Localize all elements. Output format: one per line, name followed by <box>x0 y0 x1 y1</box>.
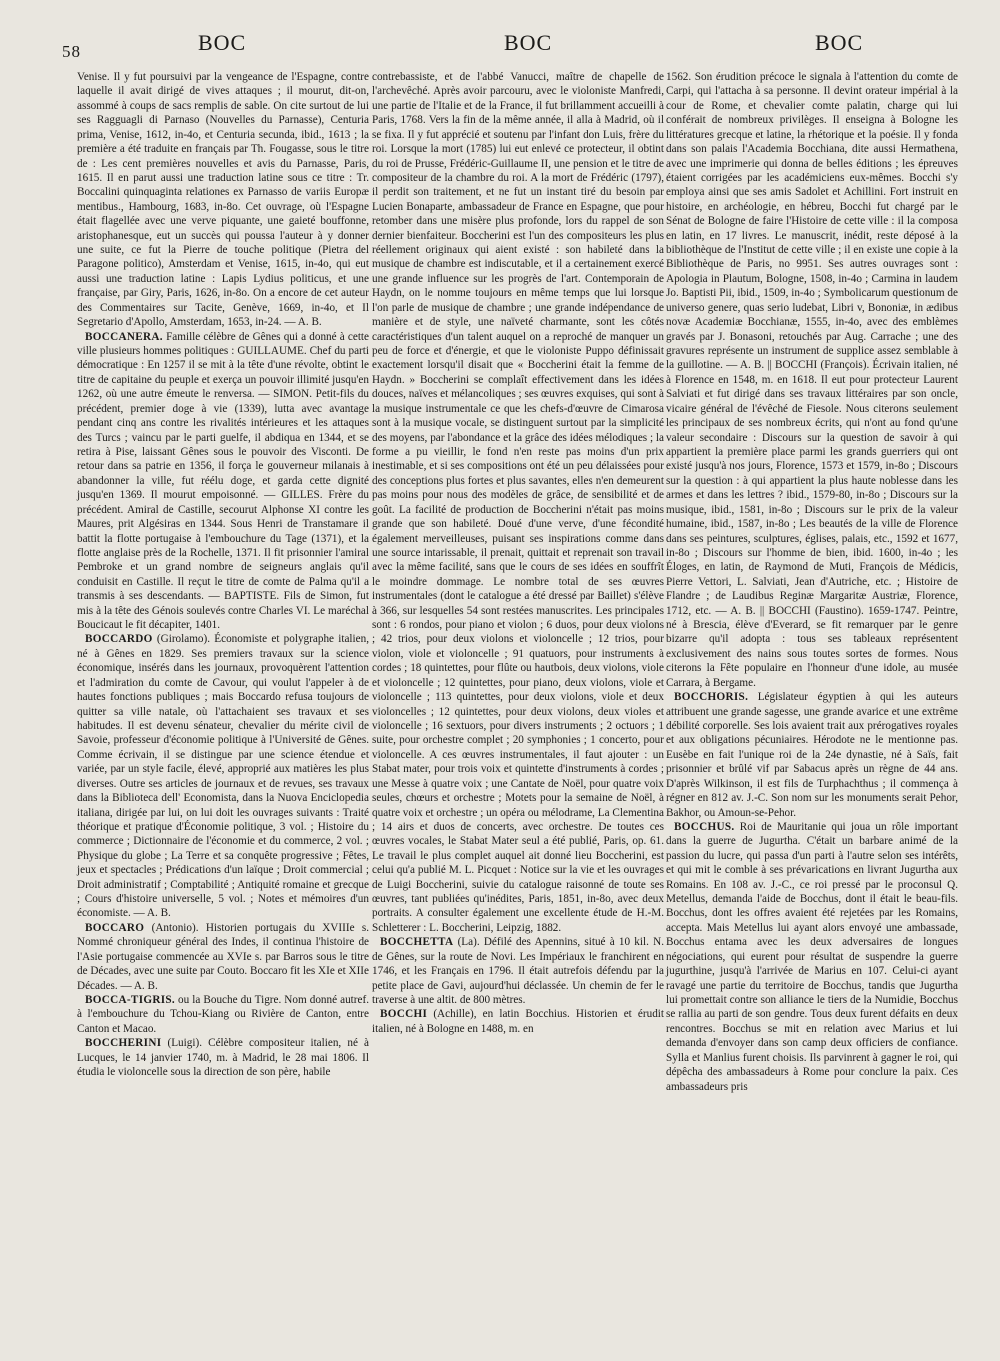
entry-text: (Luigi). Célèbre compositeur italien, né à Lucques, le 14 janvier 1740, m. à Madrid, le 28 mai 1806. Il étudia le violoncelle sous la direction de son père, habile <box>77 1037 370 1079</box>
entry-text: Législateur égyptien à qui les auteurs attribuent une grande sagesse, une grande avarice et une extrême débilité corporelle. Ses lois avaient trait aux prérogatives royales et aux obligations pécuniaires. Hérodote ne le mentionne pas. Eusèbe en fait l'unique roi de la 24e dynastie, né à Saïs, fait prisonnier et brûlé vif par Sabacus après un règne de 44 ans. D'après Wilkinson, il est fils de Turphachthus ; il commença à régner en 812 av. J.-C. Son nom sur les monuments serait Pehor, Bakhor, ou Amoun-se-Pehor. <box>666 691 959 819</box>
entry-bocca-tigris <box>77 993 369 1036</box>
entry-text: ou la Bouche du Tigre. Nom donné autref. à l'embouchure du Tchou-Kiang ou Rivière de Canton, entre Canton et Macao. <box>77 994 369 1035</box>
headword: BOCCHI <box>380 1008 428 1021</box>
entry-boccardo <box>77 632 369 920</box>
entry-text: (La). Défilé des Apennins, situé à 10 kil. N. de Gênes, sur la route de Novi. Les Impériaux le franchirent en 1746, et les Français en 1796. Il était autrefois défendu par la petite place de Gavi, aujourd'hui déclassée. Un chemin de fer le traverse à une altit. de 800 mètres. <box>372 936 664 1006</box>
entry-continuation <box>77 70 369 330</box>
entry-text: Famille célèbre de Gênes qui a donné à cette ville plusieurs hommes politiques : GUILLAUME. Chef du parti démocratique : En 1257 il se mit à la tête d'une révolte, obtint le titre de capitaine du peuple et exerça un pouvoir illimité jusqu'en 1262, où une autre émeute le renversa. — SIMON. Petit-fils du précédent, premier doge à vie (1339), lutta avec avantage pendant cinq ans contre les rivalités intérieures et les attaques des Turcs ; vaincu par le parti guelfe, il abdiqua en 1344, et se retira à Pise, laissant Gênes sous le pouvoir des Visconti. De retour dans sa patrie en 1356, il força le gouverneur milanais à abandonner la ville, fut réélu doge, et garda cette dignité jusqu'en 1369. Il mourut empoisonné. — GILLES. Frère du précédent. Amiral de Castille, secourut Alphonse XI contre les Maures, prit Algésiras en 1344. Sous Henri de Transtamare il battit la flotte portugaise à l'embouchure du Tage (1371), et la flotte anglaise près de la Rochelle, 1371. Il fit prisonnier l'amiral Pembroke et un grand nombre de seigneurs anglais qu'il conduisit en Castille. Il reçut le titre de comte de Palma qu'il a transmis à ses descendants. — BAPTISTE. Fils de Simon, fut mis à la tête des Génois soulevés contre Charles VI. Le maréchal Boucicaut le fit décapiter, 1401. <box>77 330 370 632</box>
headword: BOCCHUS. <box>674 820 735 833</box>
entry-text: Roi de Mauritanie qui joua un rôle important dans la guerre de Jugurtha. C'était un barbare animé de la passion du lucre, qui passa d'un parti à l'autre selon ses intérêts, et qui mit le comble à ses prévarications en livrant Jugurtha aux Romains. En 108 av. J.-C., ce roi pressé par le proconsul Q. Metellus, demanda l'aide de Bocchus, dont il était le beau-fils. Bocchus, dont les offres avaient été rejetées par les Romains, accepta. Mais Metellus lui ayant alors envoyé une ambassade, Bocchus entama avec les deux adversaires de longues négociations, qui eurent pour résultat de suspendre la guerre jugurthine, jusqu'à l'arrivée de Marius en 107. Celui-ci ayant ravagé une partie du territoire de Bocchus, tandis que Jugurtha lui promettait contre son alliance le tiers de la Numidie, Bocchus se rallia au parti de son gendre. Tous deux furent défaits en deux rencontres. Bocchus se mit en relation avec Marius et lui demanda d'envoyer dans son camp deux officiers de confiance. Sylla et Manlius furent choisis. Ils parvinrent à gagner le roi, qui dépêcha des ambassadeurs à Rome pour conclure la paix. Ces ambassadeurs pris <box>666 820 959 1093</box>
headword: BOCCHETTA <box>380 936 454 949</box>
text-column-2 <box>372 70 664 1036</box>
running-head-center: BOC <box>504 30 553 55</box>
entry-boccanera <box>77 330 369 633</box>
headword: BOCCHERINI <box>85 1037 162 1050</box>
entry-text: (Achille), en latin Bocchius. Historien et érudit italien, né à Bologne en 1488, m. en <box>372 1008 665 1035</box>
headword: BOCCARO <box>85 921 145 934</box>
headword: BOCCHORIS. <box>674 691 749 704</box>
running-head-right: BOC <box>815 30 864 55</box>
entry-boccaro <box>77 921 369 993</box>
entry-text: (Antonio). Historien portugais du XVIIIe s. Nommé chroniqueur général des Indes, il continua l'histoire de l'Asie portugaise commencée au XVIe s. par Barros sous le titre de Décades, avec une suite par Couto. Boccaro fit les XIe et XIIe Décades. — A. B. <box>77 921 369 992</box>
headword: BOCCARDO <box>85 633 153 646</box>
headword: BOCCANERA. <box>85 330 163 343</box>
text-column-1 <box>77 70 369 1080</box>
entry-text: contrebassiste, et de l'abbé Vanucci, maître de chapelle de l'archevêché. Après avoir parcouru, avec le violoniste Manfredi, une partie de l'Italie et de la France, il fut brillamment accueilli à Paris, 1768. Vers la fin de la même année, il alla à Madrid, où il se fixa. Il y fut apprécié et soutenu par l'infant don Luis, frère du roi. Lorsque la mort (1785) lui eut enlevé ce protecteur, il obtint du roi de Prusse, Frédéric-Guillaume II, une pension et le titre de compositeur de la chambre du roi. A la mort de Frédéric (1797), il perdit son traitement, et ne fut un instant tiré du besoin par Lucien Bonaparte, ambassadeur de France en Espagne, que pour retomber dans une misère plus profonde, lors du rappel de son dernier bienfaiteur. Boccherini est l'un des compositeurs les plus réellement originaux qui aient existé : son habileté dans la musique de chambre est indiscutable, et il a certainement exercé une grande influence sur les progrès de l'art. Contemporain de Haydn, on le nomme toujours en même temps que lui lorsque l'on parle de musique de chambre ; une grande indépendance de manière et de style, une naïveté charmante, sont les côtés caractéristiques d'un talent auquel on a reproché de manquer un peu de force et d'énergie, et que le violoniste Puppo définissait exactement lorsqu'il disait que « Boccherini était la femme de Haydn. » Boccherini se complaît effectivement dans les idées douces, naïves et mélancoliques ; ses œuvres exquises, qui sont à la musique instrumentale ce que les chefs-d'œuvre de Cimarosa sont à la musique vocale, se distinguent surtout par la simplicité des moyens, par l'abondance et la grâce des idées mélodiques ; la forme a pu vieillir, le fond n'en reste pas moins d'un prix inestimable, et si ses compositions ont été un peu délaissées pour des conceptions plus fortes et plus savantes, elles n'en demeurent pas moins pour nous des modèles de grâce, de sensibilité et de goût. La facilité de production de Boccherini n'était pas moins grande que son habileté. Doué d'une verve, d'une fécondité également merveilleuses, puisant ses inspirations comme dans une source intarissable, il prenait, quittait et reprenait son travail avec la même facilité, sans que le cours de ses idées en souffrît le moindre dommage. Le nombre total de ses œuvres instrumentales (dont le catalogue a été dressé par Baillet) s'élève à 366, sur lesquelles 54 sont restées manuscrites. Les principales sont : 6 rondos, pour piano et violon ; 6 duos, pour deux violons ; 42 trios, pour deux violons et violoncelle ; 12 trios, pour violon, viole et violoncelle ; 91 quatuors, pour instruments à cordes ; 18 quintettes, pour flûte ou hautbois, deux violons, viole et violoncelle ; 12 quintettes, pour piano, deux violons, viole et violoncelle ; 113 quintettes, pour deux violons, viole et deux violoncelles ; 12 quintettes, pour deux violons, deux violes et violoncelle ; 16 sextuors, pour divers instruments ; 2 octuors ; 1 suite, pour orchestre complet ; 20 symphonies ; 1 concerto, pour violoncelle. A ces œuvres instrumentales, il faut ajouter : un Stabat mater, pour trois voix et quintette d'instruments à cordes ; une Messe à quatre voix ; une Cantate de Noël, pour quatre voix seules, chœurs et orchestre ; Motets pour la semaine de Noël, à quatre voix et orchestre ; un opéra ou mélodrame, La Clementina ; 14 airs et duos de concerts, avec orchestre. De toutes ces œuvres vocales, le Stabat Mater seul a été publié, Paris, op. 61. Le travail le plus complet auquel ait donné lieu Boccherini, est celui qu'a publié M. L. Picquet : Notice sur la vie et les ouvrages de Luigi Boccherini, suivie du catalogue raisonné de toute ses œuvres, tant publiées qu'inédites, Paris, 1851, in-8o, avec deux portraits. A consulter également une excellente étude de H.-M. Schletterer : L. Boccherini, Leipzig, 1882. <box>372 71 664 934</box>
entry-continuation <box>372 70 664 935</box>
entry-continuation <box>666 70 958 690</box>
page-header <box>0 30 1000 62</box>
entry-bocchus <box>666 820 958 1094</box>
headword: BOCCA-TIGRIS. <box>85 994 175 1006</box>
running-head-left: BOC <box>198 30 247 55</box>
entry-text: (Girolamo). Économiste et polygraphe italien, né à Gênes en 1829. Ses premiers travaux sur la science économique, insérés dans les journaux, provoquèrent l'attention et l'admiration du comte de Cavour, qui voulut l'appeler à de hautes fonctions publiques ; mais Boccardo refusa toujours de quitter sa ville natale, où l'attachaient ses travaux et ses habitudes. Il est devenu sénateur, chevalier du mérite civil de Savoie, professeur d'économie politique à l'Université de Gênes. Comme écrivain, il se distingue par une science étendue et variée, par un style facile, élevé, approprié aux matières les plus diverses. Outre ses articles de journaux et de revues, ses travaux dans la Biblioteca dell' Economista, dans la Nuova Enciclopedia italiana, dirigée par lui, on lui doit les ouvrages suivants : Traité théorique et pratique d'Économie politique, 3 vol. ; Histoire du commerce ; Dictionnaire de l'économie et du commerce, 2 vol. ; Physique du globe ; La Terre et sa conquête progressive ; Fêtes, jeux et spectacles ; Prédications d'un laïque ; Droit commercial ; Droit administratif ; Comptabilité ; Antiquité romaine et grecque ; Cours d'histoire universelle, 5 vol. ; Notes et mémoires d'un économiste. — A. B. <box>77 633 369 920</box>
page-number: 58 <box>62 42 81 61</box>
entry-bocchetta <box>372 935 664 1007</box>
entry-text: Venise. Il y fut poursuivi par la vengeance de l'Espagne, contre laquelle il avait dirigé de vives attaques ; il mourut, dit-on, assommé à coups de sacs remplis de sable. On cite surtout de lui ses Ragguagli di Parnaso (Nouvelles du Parnasse), Centuria prima, Venise, 1612, in-4o, et Centuria secunda, ibid., 1613 ; la première a été traduite en français par Th. Fougasse, sous le titre de : Les cent premières nouvelles et avis du Parnasse, Paris, 1615. Il en parut aussi une traduction latine sous ce titre : Tr. Boccalini quinquaginta relationes ex Parnasso de variis Europæ mentibus., Hambourg, 1683, in-8o. Cet ouvrage, où l'Espagne était flagellée avec une verve piquante, une gaieté bouffonne, aristophanesque, eut un succès qui poussa l'auteur à y donner une suite, ce fut la Pierre de touche politique (Pietra del Paragone politico), Amsterdam et Venise, 1615, in-4o, qui eut aussi une traduction latine : Lapis Lydius politicus, et une française, par Giry, Paris, 1626, in-8o. On a encore de cet auteur des Commentaires sur Tacite, Genève, 1669, in-4o, et Il Segretario d'Apollo, Amsterdam, 1653, in-24. — A. B. <box>77 71 369 329</box>
entry-boccherini <box>77 1036 369 1079</box>
entry-bocchoris <box>666 690 958 820</box>
entry-bocchi <box>372 1007 664 1036</box>
text-column-3 <box>666 70 958 1094</box>
entry-text: 1562. Son érudition précoce le signala à l'attention du comte de Carpi, qui l'attacha à sa personne. Il devint orateur impérial à la cour de Rome, et chevalier comte palatin, charge qui lui conférait de nombreux privilèges. Il enseigna à Bologne les littératures grecque et latine, la rhétorique et la poésie. Il y fonda dans son palais l'Academia Bocchiana, dite aussi Hermathena, avec une imprimerie qui donna de belles éditions ; les épreuves étaient corrigées par les académiciens eux-mêmes. Bocchi s'y employa ainsi que ses amis Sadolet et Achillini. Fort instruit en histoire, en archéologie, en hébreu, Bocchi fut chargé par le Sénat de Bologne de faire l'Histoire de cette ville : il la composa en latin, en 17 livres. Le manuscrit, inédit, reste déposé à la bibliothèque de l'Institut de cette ville ; il en existe une copie à la Bibliothèque de Paris, no 9951. Ses autres ouvrages sont : Apologia in Plautum, Bologne, 1508, in-4o ; Carmina in laudem Jo. Baptisti Pii, ibid., 1509, in-4o ; Symbolicarum questionum de universo genere, quas serio ludebat, Libri v, Bononiæ, in ædibus novæ Academiæ Bocchianæ, 1555, in-4o, avec des emblèmes gravés par J. Bonasoni, retouchés par Aug. Carrache ; une des gravures représente un instrument de supplice assez semblable à la guillotine. — A. B. || BOCCHI (François). Écrivain italien, né à Florence en 1548, m. en 1618. Il eut pour protecteur Laurent Salviati et fut dirigé dans ses travaux littéraires par son oncle, vicaire général de l'évêché de Fiesole. Nous citerons seulement les principaux de ses nombreux écrits, qui n'ont au fond qu'une valeur secondaire : Discours sur la question de savoir à qui appartient la première place parmi les grands guerriers qui ont existé jusqu'à nos jours, Florence, 1573 et 1579, in-8o ; Discours sur la question : à qui appartient la plus haute noblesse dans les armes et dans les lettres ? ibid., 1579-80, in-8o ; Discours sur la musique, ibid., 1581, in-8o ; Discours sur le prix de la valeur humaine, ibid., 1587, in-8o ; Les beautés de la ville de Florence dans ses peintures, sculptures, églises, palais, etc., 1592 et 1677, in-8o ; Discours sur l'homme de bien, ibid. 1600, in-4o ; les Éloges, en latin, de Raymond de Muti, François de Médicis, Pierre Vettori, L. Salviati, Jean d'Autriche, etc. ; Histoire de Flandre ; de Laudibus Reginæ Margaritæ Austriæ, Florence, 1712, etc. — A. B. || BOCCHI (Faustino). 1659-1747. Peintre, né à Brescia, élève d'Everard, se fit remarquer par le genre bizarre qu'il adopta : tous ses tableaux représentent exclusivement des nains sous toutes sortes de formes. Nous citerons la Fête populaire en l'honneur d'une idole, au musée Carrara, à Bergame. <box>666 71 958 689</box>
